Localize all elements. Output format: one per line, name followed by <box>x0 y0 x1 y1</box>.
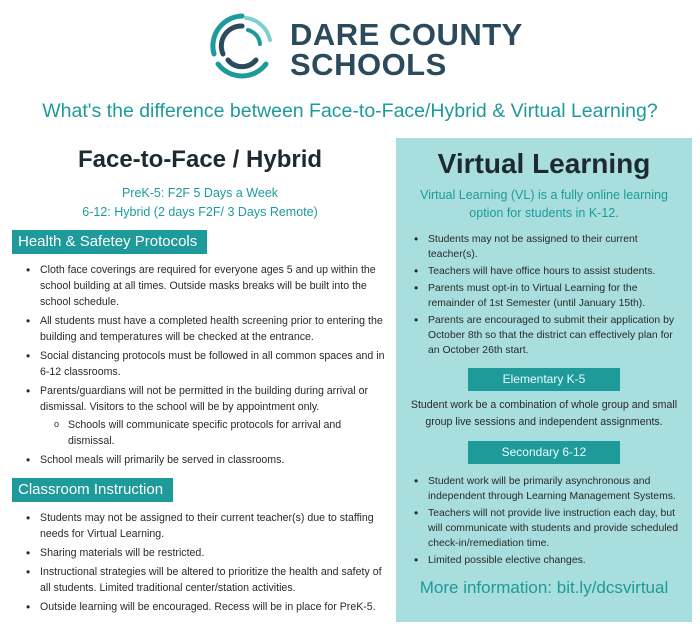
list-item: • School meals will primarily be served in classrooms. <box>26 452 388 468</box>
logo-line-2: SCHOOLS <box>290 47 447 82</box>
list-item: • Limited possible elective changes. <box>414 553 680 568</box>
more-info-link[interactable]: More information: bit.ly/dcsvirtual <box>419 578 669 597</box>
list-item: • Outside learning will be encouraged. Recess will be in place for PreK-5. <box>26 599 388 615</box>
health-section-label: Health & Safetey Protocols <box>12 230 207 254</box>
list-item: • Social distancing protocols must be followed in all common spaces and in 6-12 classrooms. <box>26 348 388 380</box>
health-list <box>12 262 388 468</box>
f2f-sub-1: PreK-5: F2F 5 Days a Week <box>121 186 279 200</box>
classroom-section-label: Classroom Instruction <box>12 478 173 502</box>
logo-line-1: DARE COUNTY <box>290 17 523 52</box>
virtual-description: Virtual Learning (VL) is a fully online learning option for students in K-12. <box>420 188 668 220</box>
list-item: • Sharing materials will be restricted. <box>26 545 388 561</box>
f2f-title: Face-to-Face / Hybrid <box>77 146 323 173</box>
sub-list <box>40 417 388 449</box>
list-item: • Students may not be assigned to their current teacher(s) due to staffing needs for Virtual Learning. <box>26 510 388 542</box>
f2f-column <box>12 138 388 618</box>
logo-wordmark <box>290 17 523 82</box>
header <box>0 0 700 96</box>
classroom-list <box>12 510 388 615</box>
secondary-label: Secondary 6-12 <box>468 441 620 464</box>
virtual-title: Virtual Learning <box>437 148 651 179</box>
list-item: • Cloth face coverings are required for everyone ages 5 and up within the school building at all times. Outside masks breaks will be built into the school schedule. <box>26 262 388 310</box>
virtual-list <box>408 232 680 358</box>
virtual-panel <box>396 138 692 622</box>
list-item: • Teachers will have office hours to assist students. <box>414 264 680 279</box>
list-item <box>26 383 388 449</box>
list-item: • Student work will be primarily asynchronous and independent through Learning Management Systems. <box>414 474 680 504</box>
secondary-list <box>408 474 680 568</box>
list-item: • All students must have a completed health screening prior to entering the building and temperatures will be checked at the entrance. <box>26 313 388 345</box>
sub-list-item: o Schools will communicate specific protocols for arrival and dismissal. <box>54 417 388 449</box>
f2f-schedule <box>12 184 388 222</box>
list-item: • Instructional strategies will be altered to prioritize the health and safety of all students. Limited traditional center/station activities. <box>26 564 388 596</box>
list-item: • Students may not be assigned to their current teacher(s). <box>414 232 680 262</box>
list-item-text: Parents/guardians will not be permitted in the building during arrival or dismissal. Visitors to the school will be by appointment only. <box>40 385 368 413</box>
dare-county-logo-icon <box>206 10 278 82</box>
list-item: • Teachers will not provide live instruction each day, but will communicate with students and provide scheduled check-in/remediation time. <box>414 506 680 551</box>
page-question: What's the difference between Face-to-Face/Hybrid & Virtual Learning? <box>42 100 658 122</box>
list-item: • Parents must opt-in to Virtual Learning for the remainder of 1st Semester (until January 15th). <box>414 281 680 311</box>
elementary-text: Student work be a combination of whole group and small group live sessions and independent assignments. <box>410 399 678 428</box>
elementary-label: Elementary K-5 <box>468 368 620 391</box>
list-item: • Parents are encouraged to submit their application by October 8th so that the district can effectively plan for an October 26th start. <box>414 313 680 358</box>
f2f-sub-2: 6-12: Hybrid (2 days F2F/ 3 Days Remote) <box>82 205 318 219</box>
